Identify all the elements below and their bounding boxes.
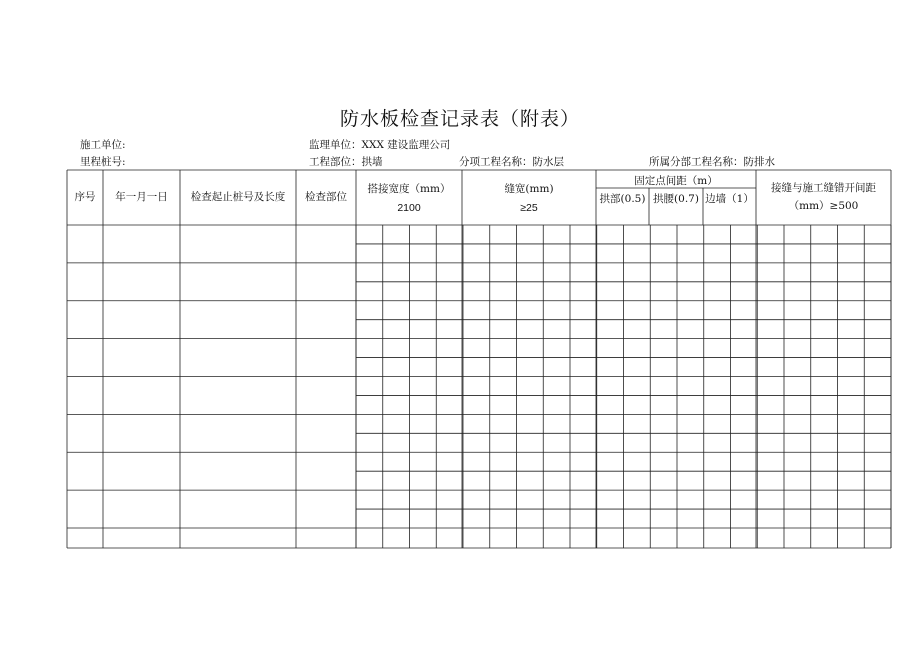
page-title: 防水板检查记录表（附表）	[339, 108, 580, 130]
header-seam-value: ≥25	[520, 202, 538, 214]
header-side-wall: 边墙（1）	[705, 193, 754, 205]
sub-item-name: 分项工程名称：防水层	[459, 156, 564, 168]
header-start-stake: 检查起止桩号及长度	[190, 191, 286, 203]
header-seam-title: 缝宽(mm)	[504, 183, 554, 195]
header-arch-top: 拱部(0.5)	[599, 193, 646, 205]
header-date: 年一月一日	[115, 191, 168, 203]
header-seq: 序号	[74, 191, 96, 203]
header-part: 检查部位	[305, 191, 347, 203]
division-name: 所属分部工程名称：防排水	[649, 156, 775, 168]
header-arch-waist: 拱腰(0.7)	[653, 193, 699, 205]
engineering-part: 工程部位：拱墙	[309, 156, 383, 168]
header-stagger-title-2: （mm）≥500	[788, 200, 859, 212]
supervision-unit: 监理单位：XXX 建设监理公司	[309, 139, 451, 151]
header-fixed-title: 固定点间距（m）	[634, 175, 718, 187]
header-overlap-value: 2100	[397, 202, 421, 214]
header-stagger-title-1: 接缝与施工缝错开间距	[771, 182, 876, 194]
construction-unit-label: 施工单位:	[80, 139, 126, 151]
header-overlap-title: 搭接宽度（mm）	[367, 183, 451, 195]
mileage-label: 里程桩号:	[80, 156, 126, 168]
